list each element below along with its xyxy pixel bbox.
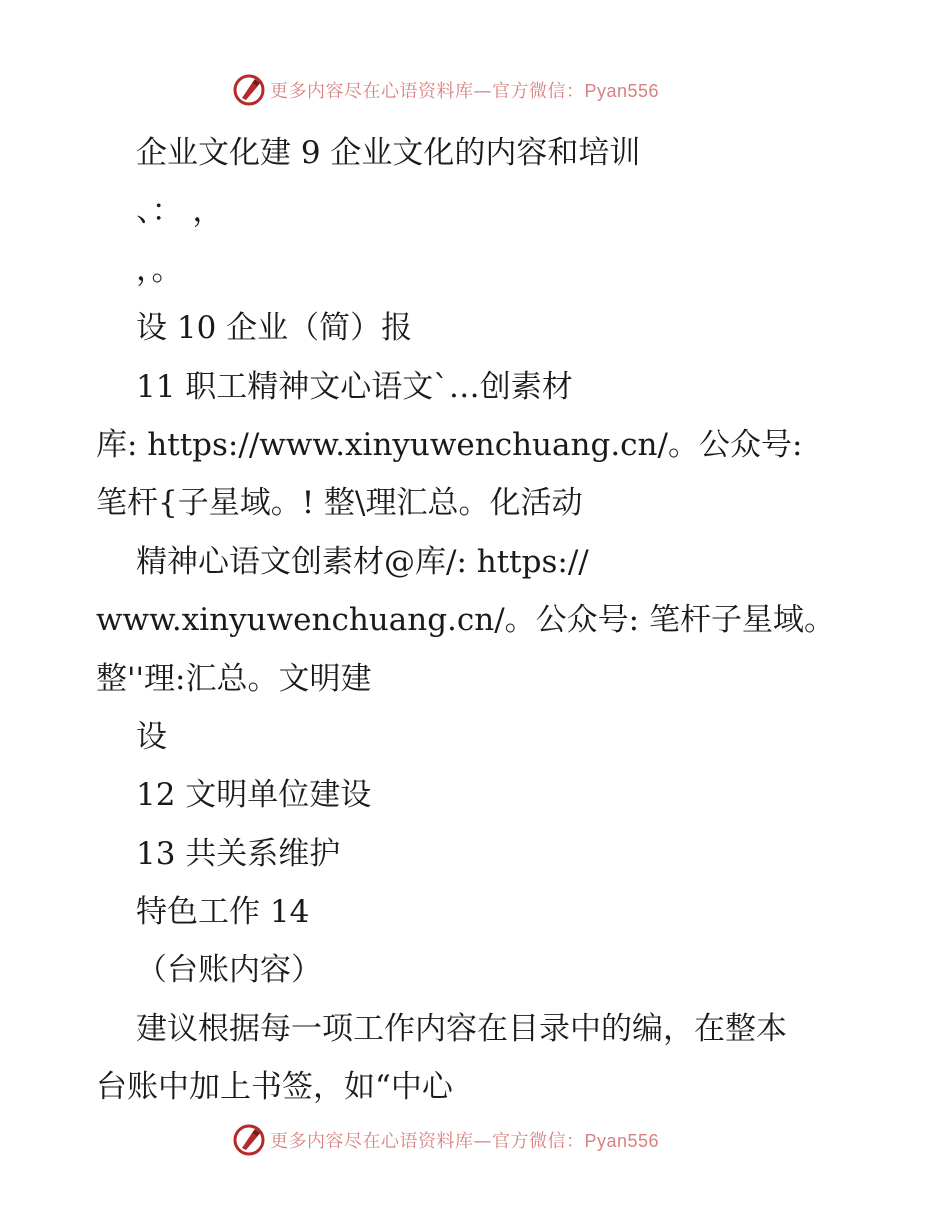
text-line: 设 10 企业（简）报 (136, 310, 413, 347)
text-line: 整''理:汇总。文明建 (96, 660, 372, 697)
text-line: 特色工作 14 (136, 894, 310, 931)
text-line: 11 职工精神文心语文`…创素材 (136, 368, 573, 405)
text-line: www.xinyuwenchuang.cn/。公众号: 笔杆子星域。 (96, 602, 835, 639)
text-line: 笔杆{子星域。! 整\理汇总。化活动 (96, 485, 583, 522)
footer-banner (232, 1122, 659, 1158)
text-line: ，。 (136, 251, 183, 288)
text-line: 13 共关系维护 (136, 835, 341, 872)
banner-wechat-id: Pyan556 (584, 81, 660, 101)
banner-text (270, 77, 659, 103)
pen-logo-icon (232, 1123, 266, 1157)
text-line: 企业文化建 9 企业文化的内容和培训 (136, 135, 641, 171)
banner-wechat-id: Pyan556 (584, 1131, 660, 1151)
text-line: 12 文明单位建设 (136, 777, 372, 814)
header-banner (232, 72, 659, 108)
banner-label: 更多内容尽在心语资料库—官方微信： (270, 81, 585, 102)
text-line: 建议根据每一项工作内容在目录中的编，在整本 (136, 1010, 787, 1047)
text-line: 精神心语文创素材@库/: https:// (136, 543, 589, 580)
banner-label: 更多内容尽在心语资料库—官方微信： (270, 1131, 585, 1152)
text-line: 库: https://www.xinyuwenchuang.cn/。公众号: (96, 426, 803, 463)
text-line: （台账内容） (136, 952, 322, 989)
text-line: 台账中加上书签，如“中心 (96, 1069, 453, 1106)
document-body (96, 124, 886, 1117)
text-line: 设 (136, 718, 167, 755)
banner-text (270, 1127, 659, 1153)
text-line: 、： ， (136, 193, 224, 230)
pen-logo-icon (232, 73, 266, 107)
